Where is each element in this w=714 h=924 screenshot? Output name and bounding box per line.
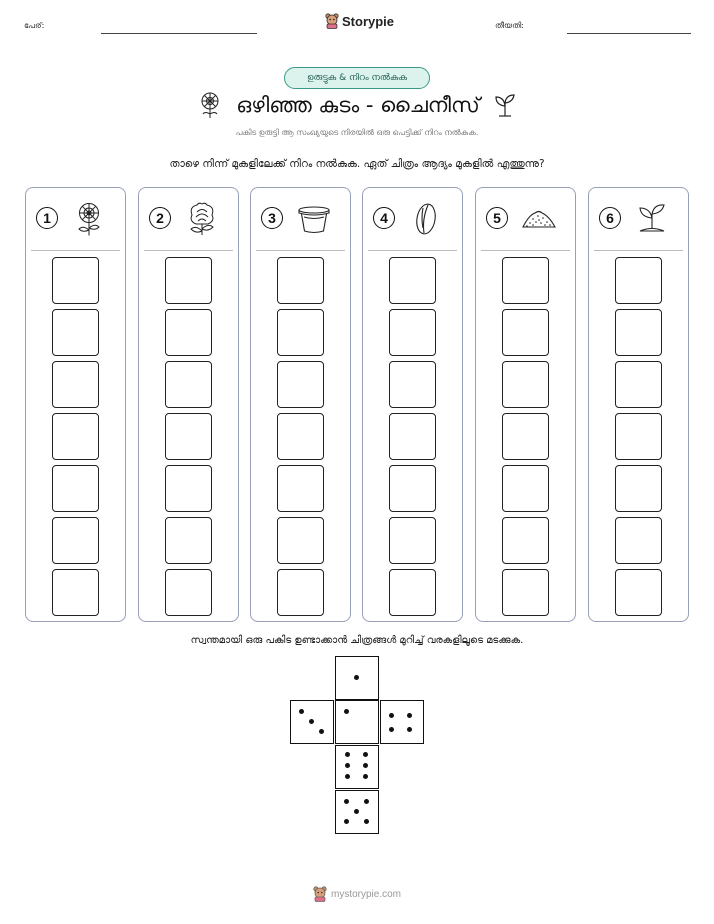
pip [344, 799, 349, 804]
color-box[interactable] [502, 413, 549, 460]
color-box[interactable] [502, 569, 549, 616]
pip [407, 727, 412, 732]
name-label: പേര്: [24, 21, 45, 30]
color-box[interactable] [52, 257, 99, 304]
color-box[interactable] [165, 413, 212, 460]
seed-icon [408, 201, 444, 237]
column-divider [31, 250, 120, 251]
pip [345, 763, 350, 768]
dice-net-instruction: സ്വന്തമായി ഒരു പകിട ഉണ്ടാക്കാൻ ചിത്രങ്ങൾ മുറിച്ച് വരകളിലൂടെ മടക്കുക. [190, 635, 524, 646]
color-box[interactable] [52, 309, 99, 356]
column-1 [25, 187, 126, 622]
color-box[interactable] [52, 517, 99, 564]
color-box[interactable] [165, 465, 212, 512]
dice-face-three [290, 700, 334, 744]
color-box[interactable] [277, 257, 324, 304]
bear-mascot-icon [313, 886, 327, 902]
dice-face-one [335, 700, 379, 744]
footer [0, 886, 714, 902]
color-box[interactable] [165, 257, 212, 304]
color-box[interactable] [165, 569, 212, 616]
dice-face-six [335, 745, 379, 789]
sprout-title-icon [494, 92, 516, 118]
column-number: 1 [36, 207, 58, 229]
pip [389, 713, 394, 718]
instruction: താഴെ നിന്ന് മുകളിലേക്ക് നിറം നൽകുക. ഏത് ചിത്രം ആദ്യം മുകളിൽ എത്തുന്നു? [169, 158, 545, 170]
name-line[interactable] [101, 33, 257, 34]
column-number: 5 [486, 207, 508, 229]
column-number: 3 [261, 207, 283, 229]
column-divider [368, 250, 457, 251]
page-title: ഒഴിഞ്ഞ കുടം - ചൈനീസ് [236, 92, 480, 117]
color-box[interactable] [277, 465, 324, 512]
subtitle: പകിട ഉരുട്ടി ആ സംഖ്യയുടെ നിരയിൽ ഒരു പെട്ടിക്ക് നിറം നൽകുക. [235, 128, 479, 137]
color-box[interactable] [277, 309, 324, 356]
dice-face-five [335, 790, 379, 834]
color-box[interactable] [615, 465, 662, 512]
column-header [363, 188, 462, 250]
color-box[interactable] [615, 309, 662, 356]
color-box[interactable] [389, 309, 436, 356]
color-box[interactable] [502, 309, 549, 356]
column-number: 2 [149, 207, 171, 229]
color-box[interactable] [389, 361, 436, 408]
color-box[interactable] [389, 569, 436, 616]
color-box[interactable] [165, 361, 212, 408]
column-header [251, 188, 350, 250]
footer-url[interactable]: mystorypie.com [330, 888, 401, 900]
color-box[interactable] [615, 569, 662, 616]
column-6 [588, 187, 689, 622]
column-number: 6 [599, 207, 621, 229]
color-box[interactable] [615, 413, 662, 460]
pip [344, 709, 349, 714]
pip [354, 675, 359, 680]
brand-name: Storypie [342, 13, 395, 29]
color-box[interactable] [277, 569, 324, 616]
date-line[interactable] [567, 33, 691, 34]
column-5 [475, 187, 576, 622]
color-box[interactable] [502, 361, 549, 408]
color-box[interactable] [502, 257, 549, 304]
column-number: 4 [373, 207, 395, 229]
color-box[interactable] [389, 413, 436, 460]
peony-flower-icon [184, 201, 220, 237]
pip [363, 774, 368, 779]
dice-face-four [380, 700, 424, 744]
title-row [0, 90, 714, 120]
sprout-icon [634, 201, 670, 237]
color-box[interactable] [389, 257, 436, 304]
color-box[interactable] [615, 257, 662, 304]
color-box[interactable] [277, 517, 324, 564]
column-header [139, 188, 238, 250]
soil-pile-icon [521, 201, 557, 237]
color-box[interactable] [389, 465, 436, 512]
pip [407, 713, 412, 718]
pip [354, 809, 359, 814]
color-box[interactable] [52, 465, 99, 512]
column-2 [138, 187, 239, 622]
column-divider [256, 250, 345, 251]
chrysanthemum-title-icon [198, 91, 222, 119]
pip [345, 774, 350, 779]
pip [363, 752, 368, 757]
column-3 [250, 187, 351, 622]
pip [345, 752, 350, 757]
color-box[interactable] [52, 569, 99, 616]
column-header [476, 188, 575, 250]
pip [364, 799, 369, 804]
pip [299, 709, 304, 714]
pip [344, 819, 349, 824]
date-label: തീയതി: [495, 21, 524, 30]
brand-logo [325, 13, 394, 29]
pip [319, 729, 324, 734]
column-header [26, 188, 125, 250]
color-box[interactable] [277, 361, 324, 408]
pip [363, 763, 368, 768]
color-box[interactable] [389, 517, 436, 564]
column-divider [144, 250, 233, 251]
dice-face-one [335, 656, 379, 700]
color-box[interactable] [52, 361, 99, 408]
color-box[interactable] [502, 517, 549, 564]
column-divider [594, 250, 683, 251]
color-box[interactable] [502, 465, 549, 512]
activity-badge: ഉരുട്ടുക & നിറം നൽകുക [284, 67, 430, 89]
bear-mascot-icon [325, 13, 339, 29]
empty-pot-icon [296, 201, 332, 237]
column-4 [362, 187, 463, 622]
pip [309, 719, 314, 724]
color-box[interactable] [165, 517, 212, 564]
pip [389, 727, 394, 732]
color-box[interactable] [615, 361, 662, 408]
color-box[interactable] [52, 413, 99, 460]
column-header [589, 188, 688, 250]
dice-net[interactable] [290, 656, 426, 836]
chrysanthemum-flower-icon [71, 201, 107, 237]
column-divider [481, 250, 570, 251]
color-box[interactable] [277, 413, 324, 460]
color-box[interactable] [165, 309, 212, 356]
pip [364, 819, 369, 824]
color-box[interactable] [615, 517, 662, 564]
